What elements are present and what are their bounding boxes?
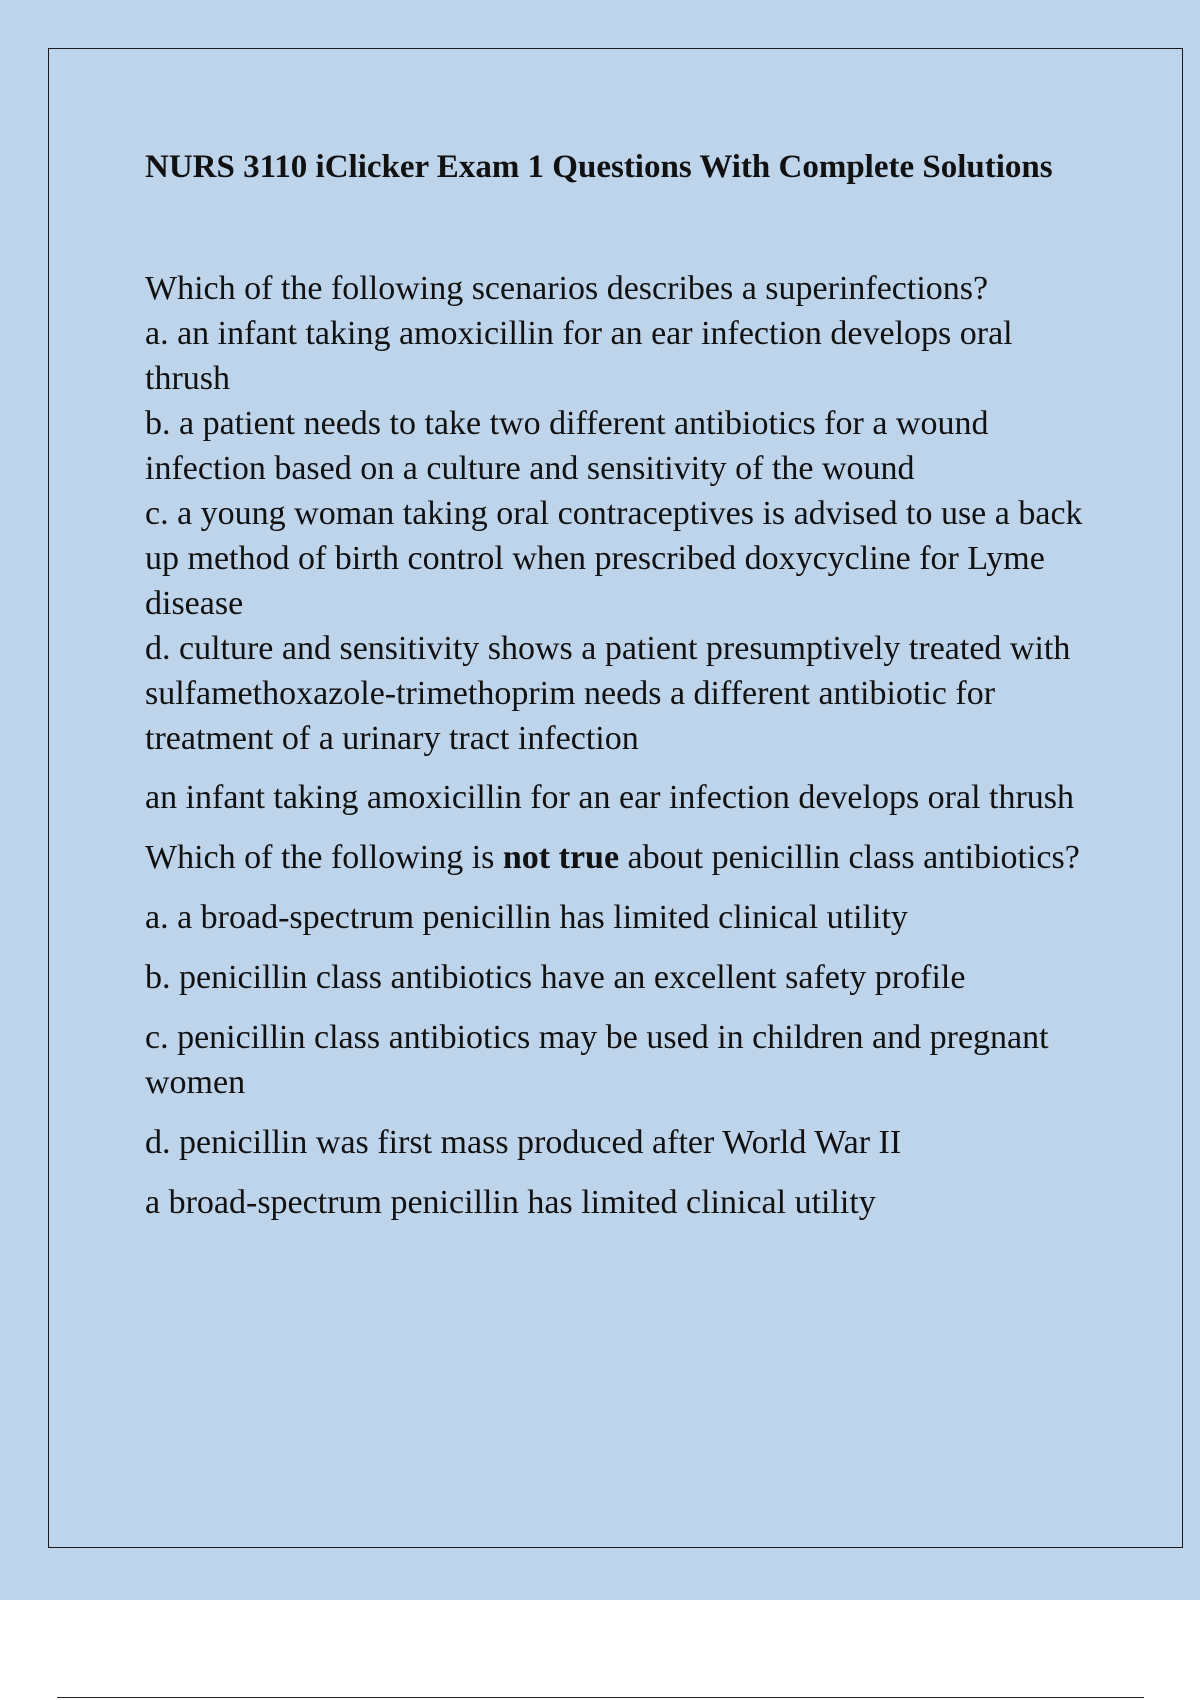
footer-rule <box>57 1697 1144 1698</box>
question-2-prompt <box>145 835 1090 880</box>
question-2-prompt-emphasis: not true <box>502 839 620 876</box>
question-2-prompt-start: Which of the following is <box>145 839 503 876</box>
document-content <box>145 144 1090 1240</box>
question-2-option-c: c. penicillin class antibiotics may be used in children and pregnant women <box>145 1019 1049 1101</box>
question-1-option-a: a. an infant taking amoxicillin for an ear infection develops oral thrush <box>145 315 1013 397</box>
question-2-prompt-end: about penicillin class antibiotics? <box>619 839 1080 876</box>
question-2-option-a: a. a broad-spectrum penicillin has limited clinical utility <box>145 899 908 936</box>
question-2-option-d: d. penicillin was first mass produced after World War II <box>145 1124 902 1161</box>
question-1-answer: an infant taking amoxicillin for an ear infection develops oral thrush <box>145 779 1075 816</box>
question-1-option-c: c. a young woman taking oral contraceptives is advised to use a back up method of birth control when prescribed doxycycline for Lyme disease <box>145 495 1083 622</box>
question-1 <box>145 266 1090 761</box>
question-1-prompt: Which of the following scenarios describes a superinfections? <box>145 270 989 307</box>
question-1-option-b: b. a patient needs to take two different antibiotics for a wound infection based on a culture and sensitivity of the wound <box>145 405 989 487</box>
document-title: NURS 3110 iClicker Exam 1 Questions With Complete Solutions <box>145 149 1053 185</box>
question-2-option-b: b. penicillin class antibiotics have an excellent safety profile <box>145 959 966 996</box>
question-1-option-d: d. culture and sensitivity shows a patient presumptively treated with sulfamethoxazole-trimethoprim needs a different antibiotic for treatment of a urinary tract infection <box>145 630 1071 757</box>
question-2-answer: a broad-spectrum penicillin has limited clinical utility <box>145 1184 876 1221</box>
